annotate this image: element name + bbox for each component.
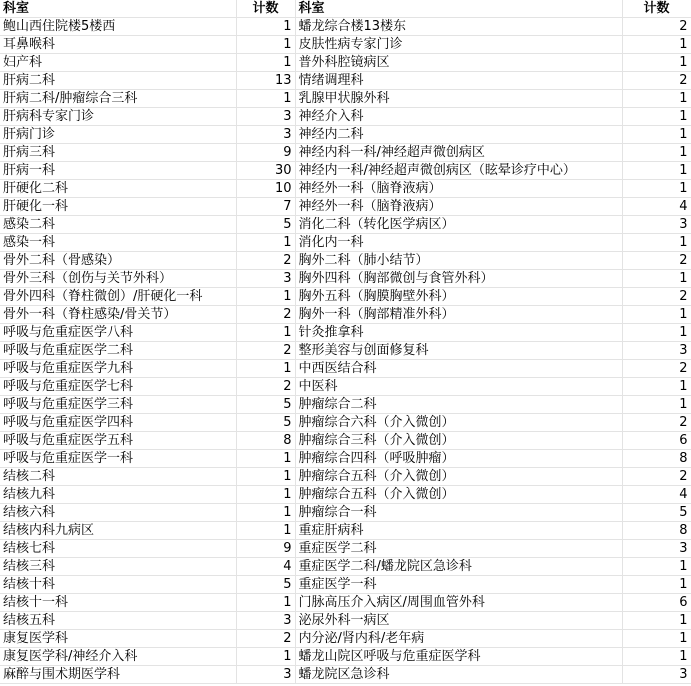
dept-cell-right[interactable]: 肿瘤综合二科 bbox=[295, 396, 622, 414]
count-cell-left[interactable]: 1 bbox=[236, 54, 295, 72]
count-cell-right[interactable]: 2 bbox=[622, 252, 691, 270]
count-cell-right[interactable]: 4 bbox=[622, 198, 691, 216]
dept-cell-left[interactable]: 结核六科 bbox=[0, 504, 236, 522]
count-cell-left[interactable]: 1 bbox=[236, 648, 295, 666]
dept-cell-left[interactable]: 骨外四科（脊柱微创）/肝硬化一科 bbox=[0, 288, 236, 306]
dept-cell-right[interactable]: 消化二科（转化医学病区） bbox=[295, 216, 622, 234]
count-cell-left[interactable]: 1 bbox=[236, 234, 295, 252]
count-cell-left[interactable]: 1 bbox=[236, 288, 295, 306]
table-row bbox=[0, 270, 691, 288]
dept-cell-right[interactable]: 神经介入科 bbox=[295, 108, 622, 126]
count-cell-right[interactable]: 6 bbox=[622, 432, 691, 450]
dept-cell-right[interactable]: 重症医学一科 bbox=[295, 576, 622, 594]
dept-cell-left[interactable]: 结核二科 bbox=[0, 468, 236, 486]
dept-cell-left[interactable]: 呼吸与危重症医学三科 bbox=[0, 396, 236, 414]
count-cell-right[interactable]: 8 bbox=[622, 450, 691, 468]
count-cell-left[interactable]: 5 bbox=[236, 414, 295, 432]
dept-cell-left[interactable]: 结核内科九病区 bbox=[0, 522, 236, 540]
dept-cell-left[interactable]: 结核三科 bbox=[0, 558, 236, 576]
count-cell-right[interactable]: 1 bbox=[622, 234, 691, 252]
count-cell-left[interactable]: 5 bbox=[236, 216, 295, 234]
count-cell-left[interactable]: 5 bbox=[236, 576, 295, 594]
dept-cell-left[interactable]: 结核十科 bbox=[0, 576, 236, 594]
count-cell-right[interactable]: 1 bbox=[622, 270, 691, 288]
count-cell-right[interactable]: 1 bbox=[622, 576, 691, 594]
dept-cell-right[interactable]: 胸外一科（胸部精准外科） bbox=[295, 306, 622, 324]
dept-cell-right[interactable]: 胸外五科（胸膜胸壁外科） bbox=[295, 288, 622, 306]
count-cell-right[interactable]: 1 bbox=[622, 612, 691, 630]
table-row bbox=[0, 450, 691, 468]
header-count-left[interactable]: 计数 bbox=[236, 0, 295, 18]
count-cell-right[interactable]: 2 bbox=[622, 414, 691, 432]
count-cell-right[interactable]: 6 bbox=[622, 594, 691, 612]
dept-cell-right[interactable]: 重症肝病科 bbox=[295, 522, 622, 540]
table-row bbox=[0, 522, 691, 540]
table-row bbox=[0, 558, 691, 576]
count-cell-right[interactable]: 3 bbox=[622, 216, 691, 234]
dept-cell-left[interactable]: 骨外三科（创伤与关节外科） bbox=[0, 270, 236, 288]
count-cell-right[interactable]: 1 bbox=[622, 36, 691, 54]
dept-cell-right[interactable]: 神经外一科（脑脊液病） bbox=[295, 180, 622, 198]
count-cell-left[interactable]: 9 bbox=[236, 540, 295, 558]
count-cell-left[interactable]: 1 bbox=[236, 486, 295, 504]
dept-cell-left[interactable]: 肝病科专家门诊 bbox=[0, 108, 236, 126]
dept-cell-right[interactable]: 普外科腔镜病区 bbox=[295, 54, 622, 72]
dept-cell-right[interactable]: 蟠龙综合楼13楼东 bbox=[295, 18, 622, 36]
count-cell-right[interactable]: 1 bbox=[622, 648, 691, 666]
dept-cell-right[interactable]: 门脉高压介入病区/周围血管外科 bbox=[295, 594, 622, 612]
dept-cell-right[interactable]: 内分泌/肾内科/老年病 bbox=[295, 630, 622, 648]
count-cell-right[interactable]: 3 bbox=[622, 666, 691, 684]
dept-cell-right[interactable]: 神经内一科/神经超声微创病区（眩晕诊疗中心） bbox=[295, 162, 622, 180]
count-cell-left[interactable]: 3 bbox=[236, 666, 295, 684]
table-row bbox=[0, 180, 691, 198]
header-dept-left[interactable]: 科室 bbox=[0, 0, 236, 18]
count-cell-left[interactable]: 1 bbox=[236, 360, 295, 378]
table-row bbox=[0, 540, 691, 558]
table-row bbox=[0, 468, 691, 486]
table-row bbox=[0, 666, 691, 684]
dept-cell-right[interactable]: 肿瘤综合五科（介入微创） bbox=[295, 468, 622, 486]
dept-cell-left[interactable]: 麻醉与围术期医学科 bbox=[0, 666, 236, 684]
dept-cell-right[interactable]: 肿瘤综合五科（介入微创） bbox=[295, 486, 622, 504]
table-row bbox=[0, 486, 691, 504]
count-cell-right[interactable]: 2 bbox=[622, 18, 691, 36]
table-row bbox=[0, 252, 691, 270]
dept-cell-right[interactable]: 重症医学二科/蟠龙院区急诊科 bbox=[295, 558, 622, 576]
dept-cell-right[interactable]: 乳腺甲状腺外科 bbox=[295, 90, 622, 108]
count-cell-left[interactable]: 1 bbox=[236, 324, 295, 342]
count-cell-right[interactable]: 1 bbox=[622, 54, 691, 72]
table-row bbox=[0, 378, 691, 396]
table-row bbox=[0, 576, 691, 594]
count-cell-left[interactable]: 1 bbox=[236, 90, 295, 108]
count-cell-right[interactable]: 1 bbox=[622, 558, 691, 576]
count-cell-left[interactable]: 1 bbox=[236, 450, 295, 468]
count-cell-right[interactable]: 3 bbox=[622, 342, 691, 360]
table-row bbox=[0, 612, 691, 630]
table-row bbox=[0, 504, 691, 522]
dept-cell-right[interactable]: 肿瘤综合六科（介入微创） bbox=[295, 414, 622, 432]
table-row bbox=[0, 630, 691, 648]
dept-cell-right[interactable]: 针灸推拿科 bbox=[295, 324, 622, 342]
count-cell-right[interactable]: 1 bbox=[622, 180, 691, 198]
table-row bbox=[0, 432, 691, 450]
count-cell-left[interactable]: 13 bbox=[236, 72, 295, 90]
table-row bbox=[0, 360, 691, 378]
table-row bbox=[0, 36, 691, 54]
count-cell-left[interactable]: 8 bbox=[236, 432, 295, 450]
count-cell-right[interactable]: 1 bbox=[622, 396, 691, 414]
dept-cell-left[interactable]: 妇产科 bbox=[0, 54, 236, 72]
count-cell-left[interactable]: 2 bbox=[236, 342, 295, 360]
count-cell-right[interactable]: 1 bbox=[622, 306, 691, 324]
count-cell-right[interactable]: 8 bbox=[622, 522, 691, 540]
dept-cell-left[interactable]: 肝病三科 bbox=[0, 144, 236, 162]
count-cell-right[interactable]: 2 bbox=[622, 288, 691, 306]
count-cell-left[interactable]: 1 bbox=[236, 36, 295, 54]
count-cell-left[interactable]: 2 bbox=[236, 378, 295, 396]
dept-cell-left[interactable]: 骨外一科（脊柱感染/骨关节） bbox=[0, 306, 236, 324]
dept-cell-left[interactable]: 呼吸与危重症医学二科 bbox=[0, 342, 236, 360]
count-cell-right[interactable]: 1 bbox=[622, 630, 691, 648]
dept-cell-left[interactable]: 肝硬化一科 bbox=[0, 198, 236, 216]
dept-cell-left[interactable]: 肝病一科 bbox=[0, 162, 236, 180]
count-cell-left[interactable]: 10 bbox=[236, 180, 295, 198]
count-cell-right[interactable]: 2 bbox=[622, 360, 691, 378]
dept-cell-left[interactable]: 鲍山西住院楼5楼西 bbox=[0, 18, 236, 36]
dept-cell-right[interactable]: 胸外四科（胸部微创与食管外科） bbox=[295, 270, 622, 288]
header-count-right[interactable]: 计数 bbox=[622, 0, 691, 18]
table-row bbox=[0, 234, 691, 252]
table-row bbox=[0, 198, 691, 216]
count-cell-left[interactable]: 3 bbox=[236, 612, 295, 630]
table-row bbox=[0, 288, 691, 306]
dept-cell-right[interactable]: 蟠龙院区急诊科 bbox=[295, 666, 622, 684]
dept-cell-right[interactable]: 中西医结合科 bbox=[295, 360, 622, 378]
table-row bbox=[0, 396, 691, 414]
count-cell-right[interactable]: 1 bbox=[622, 126, 691, 144]
dept-cell-left[interactable]: 结核七科 bbox=[0, 540, 236, 558]
dept-cell-left[interactable]: 感染二科 bbox=[0, 216, 236, 234]
dept-cell-right[interactable]: 胸外二科（肺小结节） bbox=[295, 252, 622, 270]
table-row bbox=[0, 72, 691, 90]
count-cell-left[interactable]: 9 bbox=[236, 144, 295, 162]
dept-cell-right[interactable]: 肿瘤综合三科（介入微创） bbox=[295, 432, 622, 450]
table-row bbox=[0, 324, 691, 342]
table-row bbox=[0, 126, 691, 144]
dept-cell-left[interactable]: 呼吸与危重症医学七科 bbox=[0, 378, 236, 396]
count-cell-right[interactable]: 1 bbox=[622, 378, 691, 396]
count-cell-left[interactable]: 5 bbox=[236, 396, 295, 414]
table-row bbox=[0, 90, 691, 108]
table-row bbox=[0, 306, 691, 324]
table-row bbox=[0, 54, 691, 72]
table-row bbox=[0, 108, 691, 126]
table-row bbox=[0, 594, 691, 612]
count-cell-right[interactable]: 1 bbox=[622, 162, 691, 180]
count-cell-left[interactable]: 1 bbox=[236, 522, 295, 540]
dept-cell-left[interactable]: 肝病门诊 bbox=[0, 126, 236, 144]
table-row bbox=[0, 342, 691, 360]
header-row bbox=[0, 0, 691, 18]
count-cell-left[interactable]: 1 bbox=[236, 594, 295, 612]
dept-cell-right[interactable]: 消化内一科 bbox=[295, 234, 622, 252]
dept-cell-right[interactable]: 神经内二科 bbox=[295, 126, 622, 144]
dept-cell-left[interactable]: 肝硬化二科 bbox=[0, 180, 236, 198]
dept-cell-left[interactable]: 结核五科 bbox=[0, 612, 236, 630]
table-row bbox=[0, 162, 691, 180]
table-row bbox=[0, 648, 691, 666]
dept-cell-left[interactable]: 呼吸与危重症医学五科 bbox=[0, 432, 236, 450]
dept-cell-right[interactable]: 神经外一科（脑脊液病） bbox=[295, 198, 622, 216]
dept-cell-left[interactable]: 肝病二科/肿瘤综合三科 bbox=[0, 90, 236, 108]
header-dept-right[interactable]: 科室 bbox=[295, 0, 622, 18]
count-cell-left[interactable]: 3 bbox=[236, 126, 295, 144]
dept-cell-left[interactable]: 呼吸与危重症医学四科 bbox=[0, 414, 236, 432]
count-cell-left[interactable]: 4 bbox=[236, 558, 295, 576]
count-cell-left[interactable]: 2 bbox=[236, 252, 295, 270]
dept-cell-right[interactable]: 肿瘤综合四科（呼吸肿瘤） bbox=[295, 450, 622, 468]
count-cell-right[interactable]: 1 bbox=[622, 144, 691, 162]
dept-cell-right[interactable]: 皮肤性病专家门诊 bbox=[295, 36, 622, 54]
count-cell-left[interactable]: 2 bbox=[236, 630, 295, 648]
table-row bbox=[0, 18, 691, 36]
table-row bbox=[0, 216, 691, 234]
dept-cell-right[interactable]: 肿瘤综合一科 bbox=[295, 504, 622, 522]
dept-cell-left[interactable]: 耳鼻喉科 bbox=[0, 36, 236, 54]
count-cell-right[interactable]: 3 bbox=[622, 540, 691, 558]
dept-cell-left[interactable]: 康复医学科/神经介入科 bbox=[0, 648, 236, 666]
count-cell-left[interactable]: 30 bbox=[236, 162, 295, 180]
table-row bbox=[0, 414, 691, 432]
count-cell-right[interactable]: 1 bbox=[622, 108, 691, 126]
dept-cell-right[interactable]: 情绪调理科 bbox=[295, 72, 622, 90]
count-cell-left[interactable]: 2 bbox=[236, 306, 295, 324]
table-row bbox=[0, 144, 691, 162]
dept-cell-left[interactable]: 结核十一科 bbox=[0, 594, 236, 612]
count-cell-right[interactable]: 1 bbox=[622, 90, 691, 108]
count-cell-left[interactable]: 1 bbox=[236, 468, 295, 486]
dept-cell-left[interactable]: 骨外二科（骨感染） bbox=[0, 252, 236, 270]
dept-cell-right[interactable]: 中医科 bbox=[295, 378, 622, 396]
count-cell-left[interactable]: 3 bbox=[236, 108, 295, 126]
dept-cell-right[interactable]: 蟠龙山院区呼吸与危重症医学科 bbox=[295, 648, 622, 666]
dept-cell-left[interactable]: 肝病二科 bbox=[0, 72, 236, 90]
count-cell-left[interactable]: 3 bbox=[236, 270, 295, 288]
dept-cell-left[interactable]: 呼吸与危重症医学九科 bbox=[0, 360, 236, 378]
dept-cell-right[interactable]: 神经内科一科/神经超声微创病区 bbox=[295, 144, 622, 162]
count-cell-right[interactable]: 2 bbox=[622, 72, 691, 90]
dept-cell-left[interactable]: 呼吸与危重症医学一科 bbox=[0, 450, 236, 468]
count-cell-right[interactable]: 2 bbox=[622, 468, 691, 486]
count-cell-right[interactable]: 5 bbox=[622, 504, 691, 522]
dept-cell-left[interactable]: 呼吸与危重症医学八科 bbox=[0, 324, 236, 342]
dept-cell-right[interactable]: 整形美容与创面修复科 bbox=[295, 342, 622, 360]
dept-cell-left[interactable]: 康复医学科 bbox=[0, 630, 236, 648]
count-cell-left[interactable]: 1 bbox=[236, 504, 295, 522]
dept-cell-right[interactable]: 重症医学二科 bbox=[295, 540, 622, 558]
dept-cell-left[interactable]: 结核九科 bbox=[0, 486, 236, 504]
count-cell-left[interactable]: 7 bbox=[236, 198, 295, 216]
count-cell-right[interactable]: 1 bbox=[622, 324, 691, 342]
count-cell-left[interactable]: 1 bbox=[236, 18, 295, 36]
count-cell-right[interactable]: 4 bbox=[622, 486, 691, 504]
dept-cell-right[interactable]: 泌尿外科一病区 bbox=[295, 612, 622, 630]
dept-cell-left[interactable]: 感染一科 bbox=[0, 234, 236, 252]
